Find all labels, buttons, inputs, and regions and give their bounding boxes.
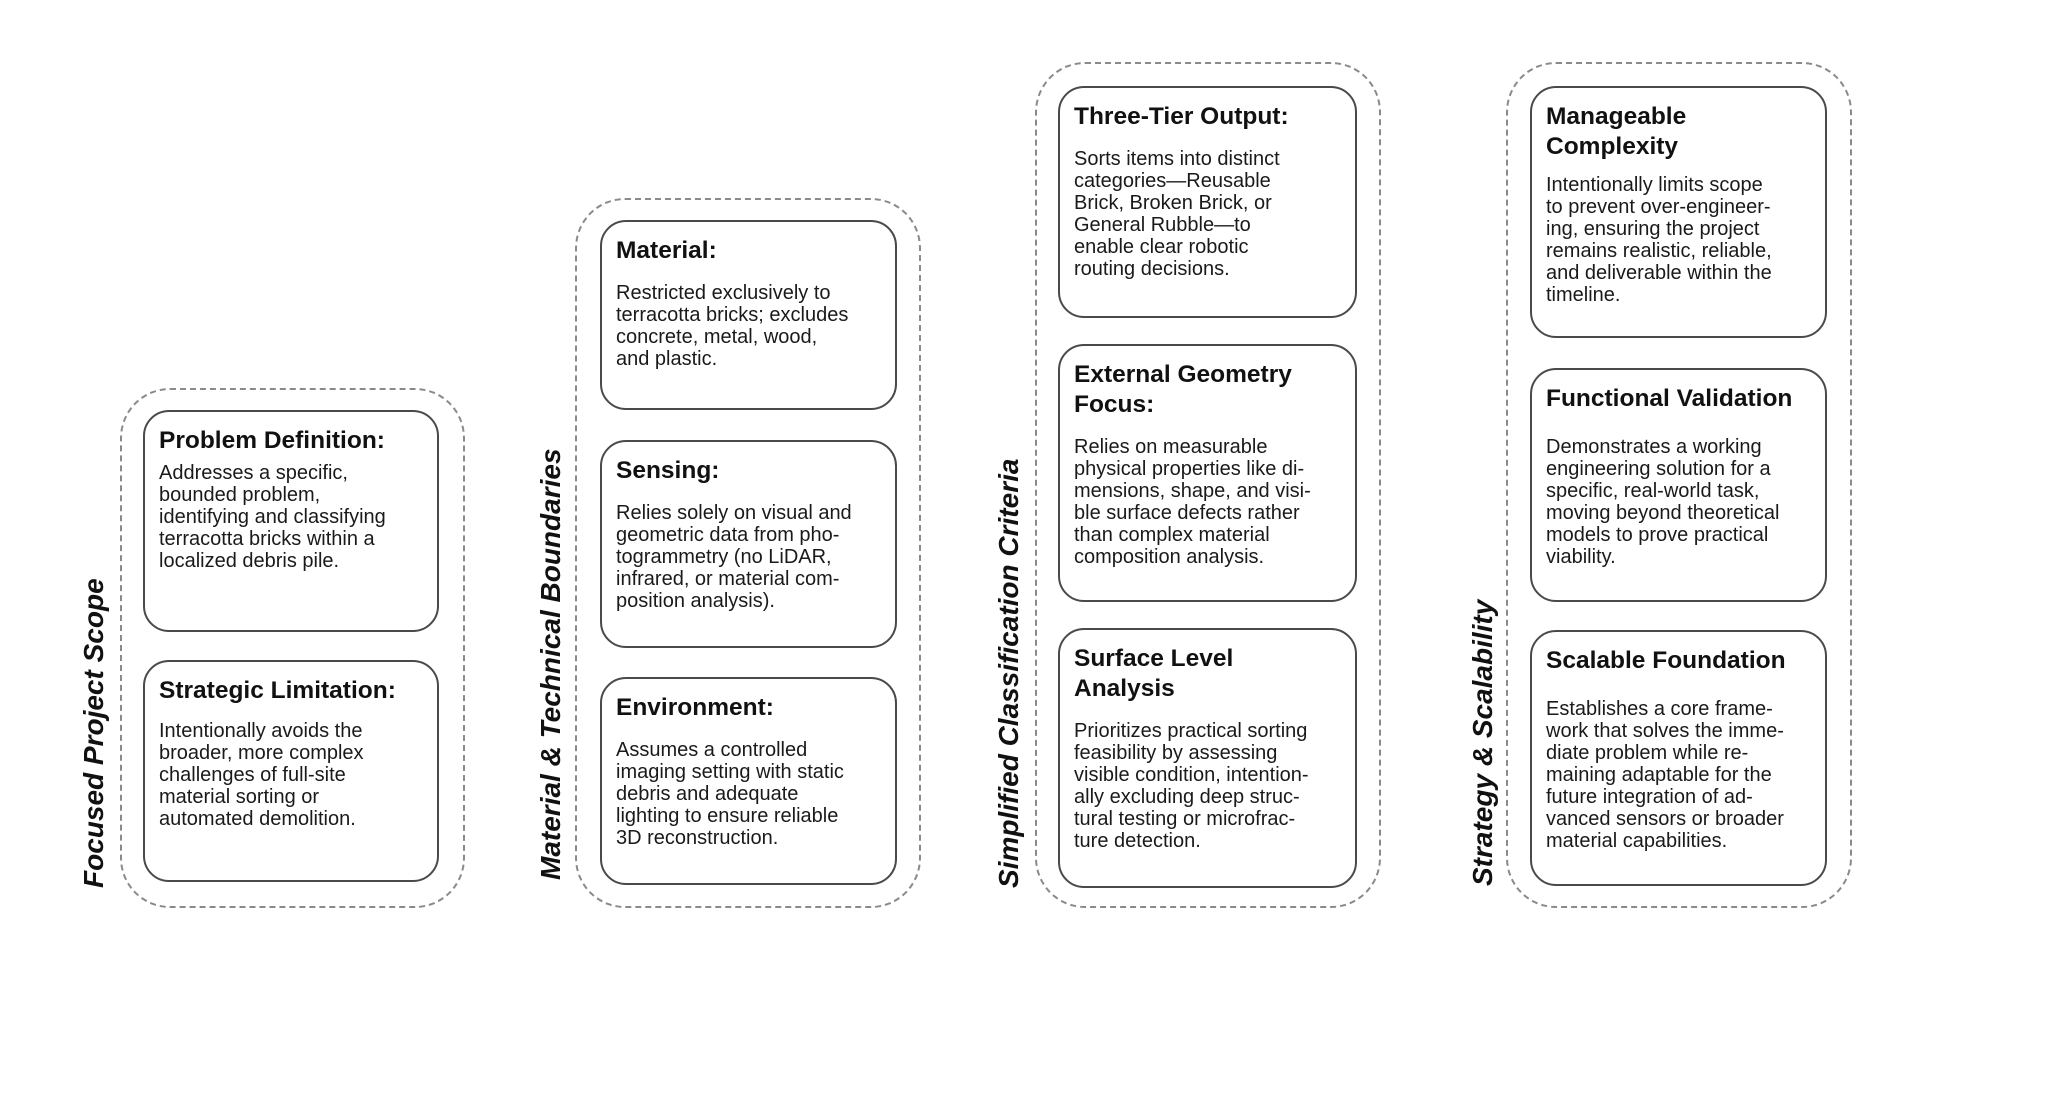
card-environment xyxy=(600,677,897,885)
card-heading: Sensing: xyxy=(616,457,720,484)
card-body: Prioritizes practical sorting feasibility by assessing visible condition, intention- ally excluding deep struc- tural testing or microfrac- ture detection. xyxy=(1074,720,1309,852)
card-body: Restricted exclusively to terracotta bricks; excludes concrete, metal, wood, and plastic. xyxy=(616,282,849,370)
card-heading: Manageable Complexity xyxy=(1546,103,1687,160)
card-body: Demonstrates a working engineering solution for a specific, real-world task, moving beyond theoretical models to prove practical viability. xyxy=(1546,436,1780,568)
card-body: Intentionally limits scope to prevent over-engineer- ing, ensuring the project remains realistic, reliable, and deliverable within the timeline. xyxy=(1546,174,1772,306)
card-heading: Environment: xyxy=(616,694,774,721)
card-heading: External Geometry Focus: xyxy=(1074,361,1292,418)
card-heading: Material: xyxy=(616,237,717,264)
card-body: Relies on measurable physical properties like di- mensions, shape, and visi- ble surface defects rather than complex material composition analysis. xyxy=(1074,436,1311,568)
card-heading: Surface Level Analysis xyxy=(1074,645,1234,702)
card-strategic-limitation xyxy=(143,660,439,882)
card-body: Sorts items into distinct categories—Reusable Brick, Broken Brick, or General Rubble—to enable clear robotic routing decisions. xyxy=(1074,148,1280,280)
card-functional-validation xyxy=(1530,368,1827,602)
card-heading: Problem Definition: xyxy=(159,427,385,454)
card-surface-level-analysis xyxy=(1058,628,1357,888)
group-title-text: Simplified Classification Criteria xyxy=(993,458,1024,888)
card-heading: Scalable Foundation xyxy=(1546,647,1786,674)
card-heading: Three-Tier Output: xyxy=(1074,103,1289,130)
card-manageable-complexity xyxy=(1530,86,1827,338)
card-three-tier-output xyxy=(1058,86,1357,318)
card-body: Assumes a controlled imaging setting with static debris and adequate lighting to ensure reliable 3D reconstruction. xyxy=(616,739,844,849)
card-body: Addresses a specific, bounded problem, identifying and classifying terracotta bricks within a localized debris pile. xyxy=(159,462,386,572)
card-problem-definition xyxy=(143,410,439,632)
card-material xyxy=(600,220,897,410)
card-scalable-foundation xyxy=(1530,630,1827,886)
card-body: Establishes a core frame- work that solves the imme- diate problem while re- maining adaptable for the future integration of ad- vanced sensors or broader material capabilities. xyxy=(1546,698,1784,852)
card-body: Relies solely on visual and geometric data from pho- togrammetry (no LiDAR, infrared, or material com- position analysis). xyxy=(616,502,852,612)
card-heading: Functional Validation xyxy=(1546,385,1793,412)
group-title-text: Strategy & Scalability xyxy=(1467,599,1498,886)
group-title-text: Focused Project Scope xyxy=(78,578,109,888)
card-body: Intentionally avoids the broader, more complex challenges of full-site material sorting or automated demolition. xyxy=(159,720,364,830)
card-sensing xyxy=(600,440,897,648)
card-external-geometry-focus xyxy=(1058,344,1357,602)
group-title-text: Material & Technical Boundaries xyxy=(535,448,566,880)
card-heading: Strategic Limitation: xyxy=(159,677,396,704)
